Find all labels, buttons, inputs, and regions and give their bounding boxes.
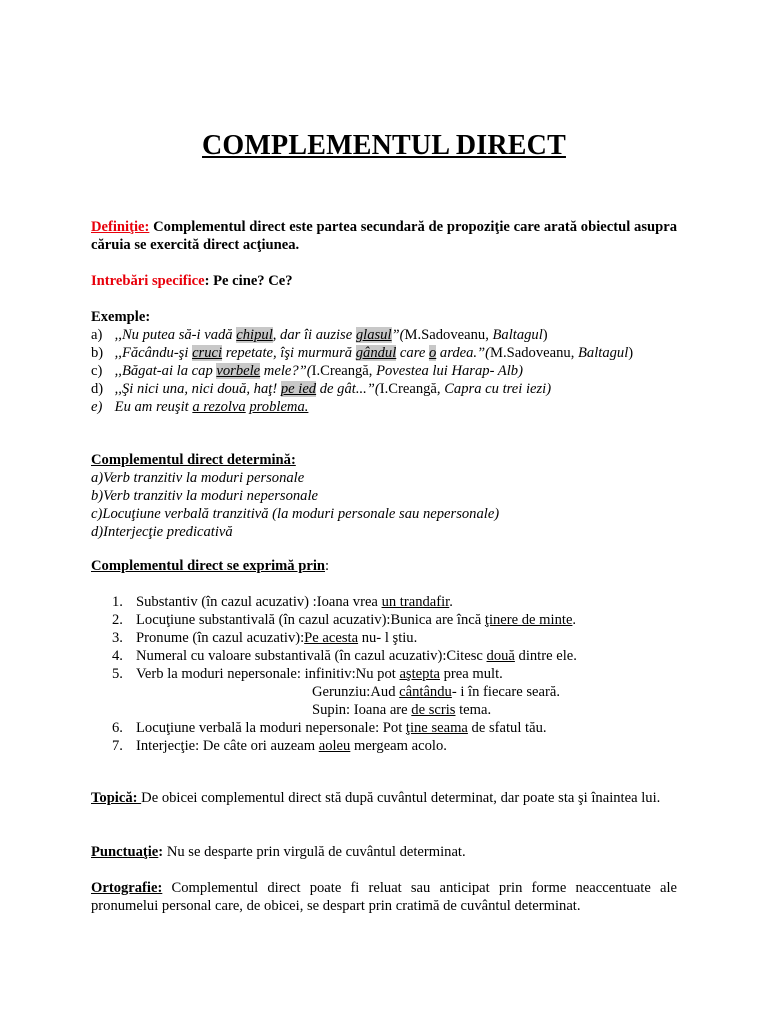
ortografie-label: Ortografie: — [91, 880, 163, 896]
list-text: Locuţiune substantivală (în cazul acuzativ):Bunica are încă — [136, 612, 485, 628]
underlined-word: Pe acesta — [304, 630, 359, 646]
list-number: 5. — [112, 666, 123, 682]
list-item — [112, 593, 692, 611]
expressed-list — [112, 593, 692, 755]
determines-section — [91, 451, 677, 541]
underlined-word: problema. — [249, 399, 309, 415]
ortografie-text: Complementul direct poate fi reluat sau anticipat prin forme neaccentuate ale pronumelui personal care, de obicei, se despart prin cratimă de cuvântul determinat. — [91, 880, 677, 914]
highlighted-word: o — [428, 345, 437, 361]
list-item — [112, 647, 692, 665]
list-text: de sfatul tău. — [467, 720, 547, 736]
determines-item: c)Locuţiune verbală tranzitivă (la moduri personale sau nepersonale) — [91, 506, 500, 522]
questions-text: : Pe cine? Ce? — [204, 273, 293, 289]
topica-text: De obicei complementul direct stă după cuvântul determinat, dar poate sta şi înaintea lui. — [141, 790, 661, 806]
example-text: ) — [542, 327, 548, 343]
list-text: nu- l ştiu. — [358, 630, 418, 646]
expressed-heading: Complementul direct se exprimă prin — [91, 558, 326, 574]
heading-colon: : — [325, 558, 330, 574]
example-text: repetate, îşi murmură — [222, 345, 356, 361]
example-item — [91, 362, 677, 380]
highlighted-word: pe ied — [280, 381, 317, 397]
questions-label: Intrebări specifice — [91, 273, 205, 289]
list-text: mergeam acolo. — [350, 738, 447, 754]
example-label: a) — [91, 327, 103, 343]
example-text: ,,Şi nici una, nici două, haţ! — [111, 381, 281, 397]
definition-paragraph — [91, 218, 677, 254]
list-number: 2. — [112, 612, 123, 628]
example-text: Eu am reuşit — [111, 399, 193, 415]
example-text: ) — [546, 381, 552, 397]
highlighted-word: gândul — [355, 345, 397, 361]
underlined-word: a rezolva — [192, 399, 246, 415]
list-text: - i în fiecare seară. — [451, 684, 560, 700]
list-text: Pronume (în cazul acuzativ): — [136, 630, 305, 646]
example-text: ,,Făcându-şi — [111, 345, 193, 361]
underlined-word: ţine seama — [405, 720, 468, 736]
example-author: I.Creangă, — [311, 363, 377, 379]
list-number: 3. — [112, 630, 123, 646]
list-text: Substantiv (în cazul acuzativ) :Ioana vrea — [136, 594, 382, 610]
underlined-word: de scris — [411, 702, 456, 718]
determines-item: b)Verb tranzitiv la moduri nepersonale — [91, 488, 318, 504]
topica-label: Topică: — [91, 790, 142, 806]
highlighted-word: vorbele — [216, 363, 261, 379]
example-label: d) — [91, 381, 104, 397]
list-text: Verb la moduri nepersonale: infinitiv:Nu pot — [136, 666, 400, 682]
list-item — [112, 737, 692, 755]
example-work: Capra cu trei iezi — [444, 381, 547, 397]
list-text: Numeral cu valoare substantivală (în cazul acuzativ):Citesc — [136, 648, 487, 664]
example-text: ,,Băgat-ai la cap — [111, 363, 217, 379]
highlighted-word: chipul — [236, 327, 273, 343]
page-title: COMPLEMENTUL DIRECT — [202, 130, 566, 161]
highlighted-word: cruci — [192, 345, 223, 361]
example-text: ”( — [391, 327, 405, 343]
example-text: ) — [518, 363, 523, 379]
example-work: Baltagul — [492, 327, 543, 343]
example-item — [91, 380, 677, 398]
definition-label: Definiţie: — [91, 219, 150, 235]
list-text: tema. — [455, 702, 492, 718]
list-number: 6. — [112, 720, 123, 736]
examples-heading: Exemple: — [91, 309, 151, 325]
determines-item: d)Interjecţie predicativă — [91, 524, 233, 540]
example-text: , dar îi auzise — [272, 327, 356, 343]
example-text: ardea.”( — [436, 345, 491, 361]
list-text: prea mult. — [439, 666, 503, 682]
examples-section — [91, 308, 677, 416]
example-text: de gât...”( — [316, 381, 380, 397]
list-item — [112, 665, 692, 683]
underlined-word: aştepta — [399, 666, 440, 682]
example-text: care — [396, 345, 429, 361]
underlined-word: ţinere de minte — [484, 612, 573, 628]
example-text: ,,Nu putea să-i vadă — [111, 327, 237, 343]
example-author: M.Sadoveanu, — [490, 345, 578, 361]
topica-paragraph — [91, 789, 677, 807]
example-work: Baltagul — [578, 345, 629, 361]
questions-paragraph — [91, 272, 677, 290]
punctuatie-label: Punctuaţie — [91, 844, 159, 860]
list-item — [112, 629, 692, 647]
example-label: b) — [91, 345, 104, 361]
underlined-word: un trandafir — [381, 594, 450, 610]
example-author: I.Creangă, — [379, 381, 445, 397]
definition-text: Complementul direct este partea secundară de propoziţie care arată obiectul asupra căruia se exercită direct acţiunea. — [91, 219, 677, 253]
ortografie-paragraph — [91, 879, 677, 915]
list-text: Interjecţie: De câte ori auzeam — [136, 738, 319, 754]
expressed-heading-line — [91, 557, 677, 575]
list-item — [112, 719, 692, 737]
list-subitem-supine — [112, 701, 692, 719]
punctuatie-text: Nu se desparte prin virgulă de cuvântul determinat. — [163, 844, 466, 860]
underlined-word: două — [486, 648, 515, 664]
highlighted-word: glasul — [355, 327, 392, 343]
underlined-word: cântându — [399, 684, 452, 700]
list-text: Supin: Ioana are — [312, 702, 412, 718]
list-item — [112, 611, 692, 629]
example-text: mele?”( — [260, 363, 312, 379]
punctuatie-paragraph — [91, 843, 677, 861]
example-item — [91, 398, 677, 416]
list-text: . — [449, 594, 453, 610]
punctuatie-colon: : — [158, 844, 164, 860]
list-text: Locuţiune verbală la moduri nepersonale: Pot — [136, 720, 406, 736]
list-text: . — [572, 612, 577, 628]
list-text: Gerunziu:Aud — [312, 684, 400, 700]
example-author: M.Sadoveanu, — [404, 327, 493, 343]
example-text: ) — [628, 345, 634, 361]
example-item — [91, 344, 677, 362]
list-subitem-gerund — [112, 683, 692, 701]
example-label: c) — [91, 363, 103, 379]
example-label: e) — [91, 399, 103, 415]
determines-heading: Complementul direct determină: — [91, 452, 296, 468]
list-text: dintre ele. — [514, 648, 577, 664]
list-number: 7. — [112, 738, 123, 754]
underlined-word: aoleu — [318, 738, 351, 754]
list-number: 1. — [112, 594, 123, 610]
determines-item: a)Verb tranzitiv la moduri personale — [91, 470, 305, 486]
list-number: 4. — [112, 648, 123, 664]
example-item — [91, 326, 677, 344]
example-work: Povestea lui Harap- Alb — [376, 363, 519, 379]
